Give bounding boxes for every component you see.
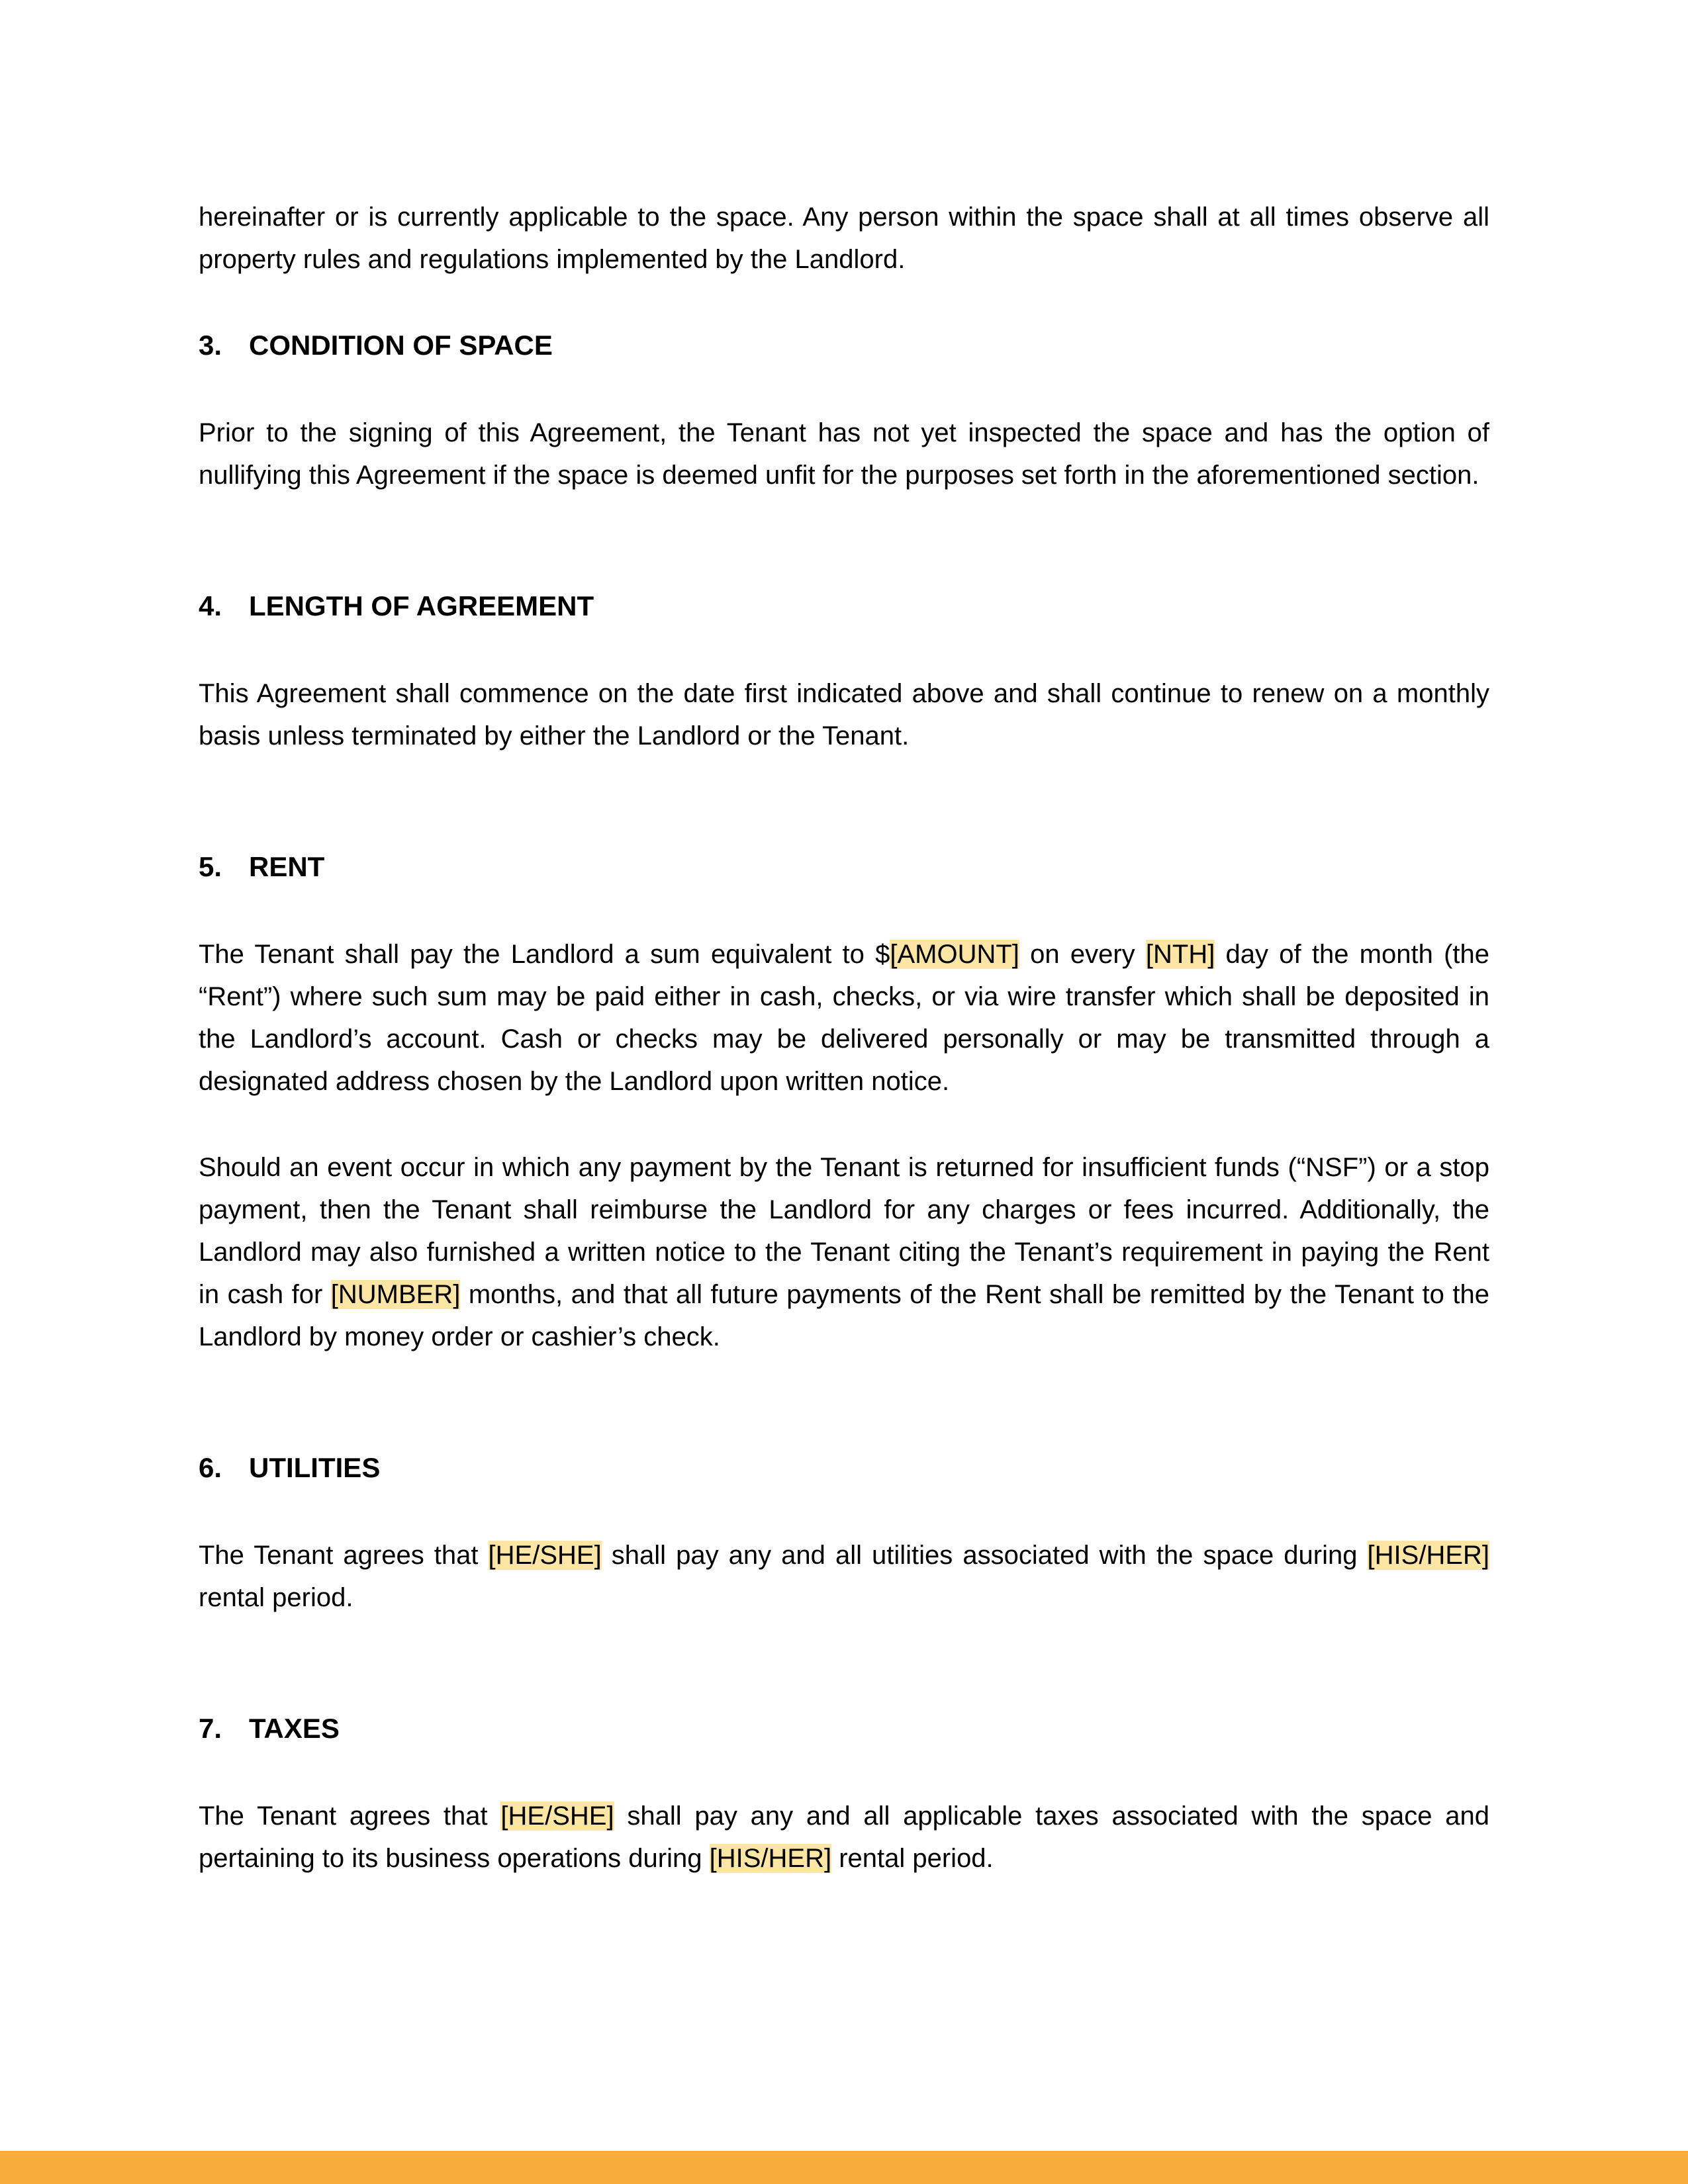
section-7-heading bbox=[199, 1707, 1489, 1750]
pronoun-placeholder: [HE/SHE] bbox=[488, 1541, 602, 1570]
section-6-heading bbox=[199, 1447, 1489, 1489]
text-run: shall pay any and all utilities associated with the space during bbox=[601, 1541, 1368, 1570]
section-7-paragraph bbox=[199, 1795, 1489, 1880]
section-4-number: 4. bbox=[199, 590, 222, 621]
intro-paragraph: hereinafter or is currently applicable to the space. Any person within the space shall at all times observe all property rules and regulations implemented by the Landlord. bbox=[199, 203, 1489, 274]
possessive-placeholder: [HIS/HER] bbox=[709, 1844, 832, 1873]
section-3-number: 3. bbox=[199, 330, 222, 361]
amount-placeholder: [AMOUNT] bbox=[890, 940, 1019, 969]
section-5-heading bbox=[199, 846, 1489, 888]
text-run: day of the month (the “Rent”) where such sum may be paid either in cash, checks, or via wire transfer which shall be deposited in the Landlord’s account. Cash or checks may be delivered personally or may be transmitted through a designated address chosen by the Landlord upon written notice. bbox=[199, 940, 1489, 1096]
text-run: The Tenant agrees that bbox=[199, 1541, 489, 1570]
section-4-paragraph: This Agreement shall commence on the date first indicated above and shall continue to renew on a monthly basis unless terminated by either the Landlord or the Tenant. bbox=[199, 679, 1489, 751]
section-7-title: TAXES bbox=[249, 1713, 340, 1744]
section-4-heading bbox=[199, 585, 1489, 627]
section-5-paragraph-2 bbox=[199, 1146, 1489, 1358]
pronoun-placeholder: [HE/SHE] bbox=[500, 1801, 614, 1831]
number-placeholder: [NUMBER] bbox=[330, 1280, 461, 1309]
document-page bbox=[199, 196, 1489, 1880]
section-3-title: CONDITION OF SPACE bbox=[249, 330, 553, 361]
section-5-number: 5. bbox=[199, 851, 222, 882]
text-run: Should an event occur in which any payment by the Tenant is returned for insufficient funds (“NSF”) or a stop payment, then the Tenant shall reimburse the Landlord for any charges or fees incurred. Additionally, the Landlord may also furnished a written notice to the Tenant citing the Tenant’s requirement in paying the Rent in cash for bbox=[199, 1153, 1489, 1309]
text-run: rental period. bbox=[199, 1583, 353, 1612]
footer-accent-bar bbox=[0, 2151, 1688, 2184]
text-run: rental period. bbox=[831, 1844, 994, 1873]
text-run: shall pay any and all applicable taxes associated with the space and pertaining to its business operations during bbox=[199, 1801, 1489, 1873]
text-run: The Tenant agrees that bbox=[199, 1801, 501, 1831]
section-6-paragraph bbox=[199, 1534, 1489, 1619]
text-run: The Tenant shall pay the Landlord a sum equivalent to $ bbox=[199, 940, 890, 969]
text-run: on every bbox=[1019, 940, 1146, 969]
section-5-paragraph-1 bbox=[199, 933, 1489, 1103]
nth-placeholder: [NTH] bbox=[1145, 940, 1215, 969]
section-3-paragraph: Prior to the signing of this Agreement, the Tenant has not yet inspected the space and has the option of nullifying this Agreement if the space is deemed unfit for the purposes set forth in the aforementioned section. bbox=[199, 418, 1489, 490]
section-6-number: 6. bbox=[199, 1452, 222, 1483]
section-5-title: RENT bbox=[249, 851, 325, 882]
section-7-number: 7. bbox=[199, 1713, 222, 1744]
possessive-placeholder: [HIS/HER] bbox=[1367, 1541, 1490, 1570]
section-3-heading bbox=[199, 324, 1489, 367]
text-run: months, and that all future payments of the Rent shall be remitted by the Tenant to the Landlord by money order or cashier’s check. bbox=[199, 1280, 1489, 1351]
section-4-title: LENGTH OF AGREEMENT bbox=[249, 590, 594, 621]
section-6-title: UTILITIES bbox=[249, 1452, 381, 1483]
